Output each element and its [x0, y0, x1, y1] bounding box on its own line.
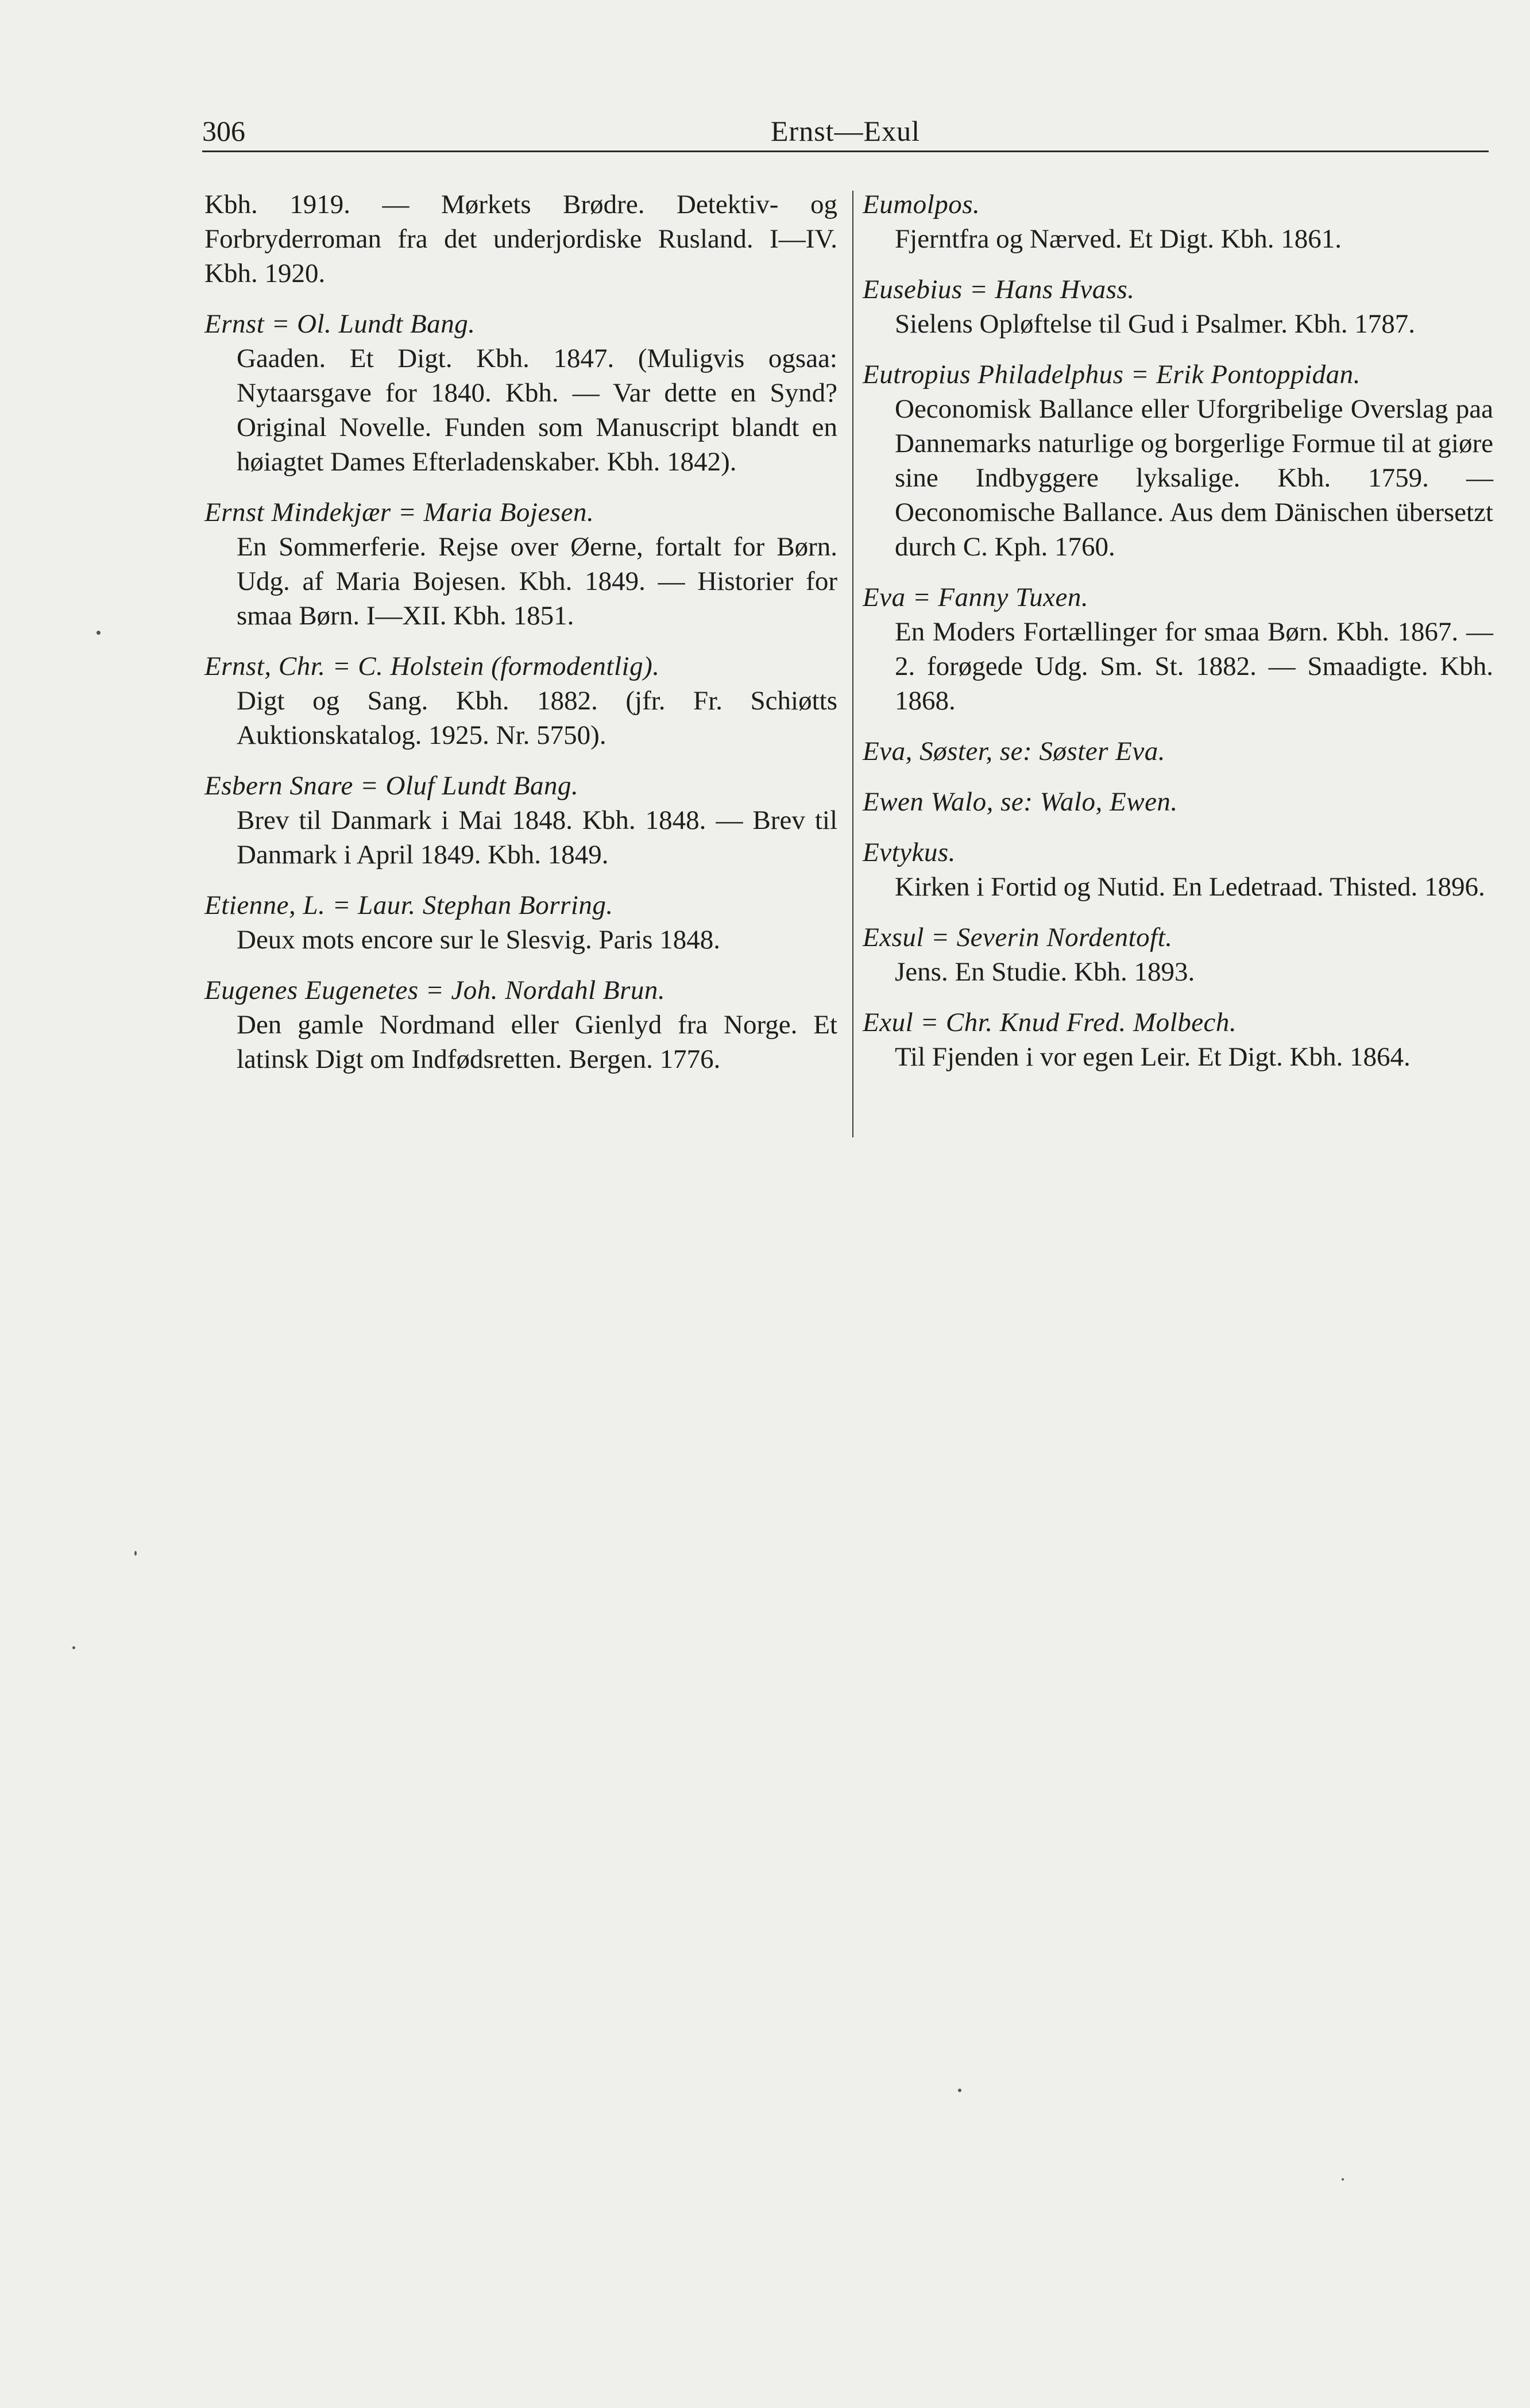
entry — [863, 734, 1493, 769]
entry-text: Kirken i Fortid og Nutid. En Ledetraad. Thisted. 1896. — [895, 872, 1485, 902]
entry — [204, 888, 837, 957]
paper-speck — [96, 631, 101, 635]
entry — [863, 835, 1493, 904]
paper-speck — [1342, 2178, 1344, 2181]
entry-heading: Eutropius Philadelphus = Erik Pontoppidan. — [863, 360, 1361, 389]
entry — [863, 187, 1493, 256]
entry-heading: Etienne, L. = Laur. Stephan Borring. — [204, 890, 613, 920]
paper-speck — [134, 1551, 137, 1556]
entry-heading: Exul = Chr. Knud Fred. Molbech. — [863, 1008, 1237, 1037]
entry — [204, 307, 837, 479]
entry-text: Sielens Opløftelse til Gud i Psalmer. Kbh. 1787. — [895, 309, 1415, 339]
entry — [204, 973, 837, 1076]
entry-heading: Eusebius = Hans Hvass. — [863, 275, 1135, 304]
page-header — [202, 113, 1489, 149]
entry — [863, 580, 1493, 718]
entry-heading: Evtykus. — [863, 838, 956, 867]
header-rule — [202, 150, 1489, 152]
entry-text: Gaaden. Et Digt. Kbh. 1847. (Muligvis ogsaa: Nytaarsgave for 1840. Kbh. — Var dette en Synd? Original Novelle. Funden som Manuscript blandt en høiagtet Dames Efterladenskaber. Kbh. 1842). — [237, 344, 837, 477]
entry — [863, 920, 1493, 989]
entry — [863, 785, 1493, 819]
right-column — [863, 187, 1493, 1090]
entry-text: En Sommerferie. Rejse over Øerne, fortalt for Børn. Udg. af Maria Bojesen. Kbh. 1849. — Historier for smaa Børn. I—XII. Kbh. 1851. — [237, 532, 837, 631]
entry — [204, 495, 837, 633]
entry — [863, 272, 1493, 341]
entry-heading: Ernst Mindekjær = Maria Bojesen. — [204, 497, 594, 527]
page-number: 306 — [202, 115, 245, 147]
entry-heading: Esbern Snare = Oluf Lundt Bang. — [204, 771, 579, 801]
entry-text: En Moders Fortællinger for smaa Børn. Kbh. 1867. — 2. forøgede Udg. Sm. St. 1882. — Smaadigte. Kbh. 1868. — [895, 617, 1493, 716]
left-column — [204, 187, 837, 1093]
entry-heading: Eva, Søster, se: Søster Eva. — [863, 736, 1165, 766]
entry — [863, 357, 1493, 564]
paper-speck — [72, 1646, 75, 1649]
paper-speck — [958, 2089, 961, 2092]
entry-text: Oeconomisk Ballance eller Uforgribelige Overslag paa Dannemarks naturlige og borgerlige Formue til at giøre sine Indbyggere lyksalige. Kbh. 1759. — Oeconomische Ballance. Aus dem Dänischen übersetzt durch C. Kph. 1760. — [895, 394, 1493, 562]
entry-text: Til Fjenden i vor egen Leir. Et Digt. Kbh. 1864. — [895, 1042, 1411, 1072]
entry — [863, 1005, 1493, 1074]
entry-heading: Ernst, Chr. = C. Holstein (formodentlig). — [204, 651, 660, 681]
entry — [204, 769, 837, 872]
entry-heading: Ernst = Ol. Lundt Bang. — [204, 309, 476, 339]
entry-text: Fjerntfra og Nærved. Et Digt. Kbh. 1861. — [895, 224, 1342, 254]
continuation-text: Kbh. 1919. — Mørkets Brødre. Detektiv- og Forbryderroman fra det underjordiske Rusland. I—IV. Kbh. 1920. — [204, 190, 837, 288]
entry-heading: Exsul = Severin Nordentoft. — [863, 923, 1173, 952]
entry-text: Brev til Danmark i Mai 1848. Kbh. 1848. — Brev til Danmark i April 1849. Kbh. 1849. — [237, 805, 837, 870]
entry-heading: Ewen Walo, se: Walo, Ewen. — [863, 787, 1178, 817]
entry-heading: Eumolpos. — [863, 190, 980, 219]
entry — [204, 649, 837, 752]
entry-heading: Eugenes Eugenetes = Joh. Nordahl Brun. — [204, 975, 666, 1005]
entry-text: Jens. En Studie. Kbh. 1893. — [895, 957, 1195, 987]
entry-text: Den gamle Nordmand eller Gienlyd fra Norge. Et latinsk Digt om Indfødsretten. Bergen. 1776. — [237, 1010, 837, 1074]
entry-text: Deux mots encore sur le Slesvig. Paris 1848. — [237, 925, 720, 955]
column-divider — [852, 191, 853, 1137]
entry-text: Digt og Sang. Kbh. 1882. (jfr. Fr. Schiøtts Auktionskatalog. 1925. Nr. 5750). — [237, 686, 837, 750]
running-head: Ernst—Exul — [771, 115, 920, 147]
entry-heading: Eva = Fanny Tuxen. — [863, 582, 1089, 612]
